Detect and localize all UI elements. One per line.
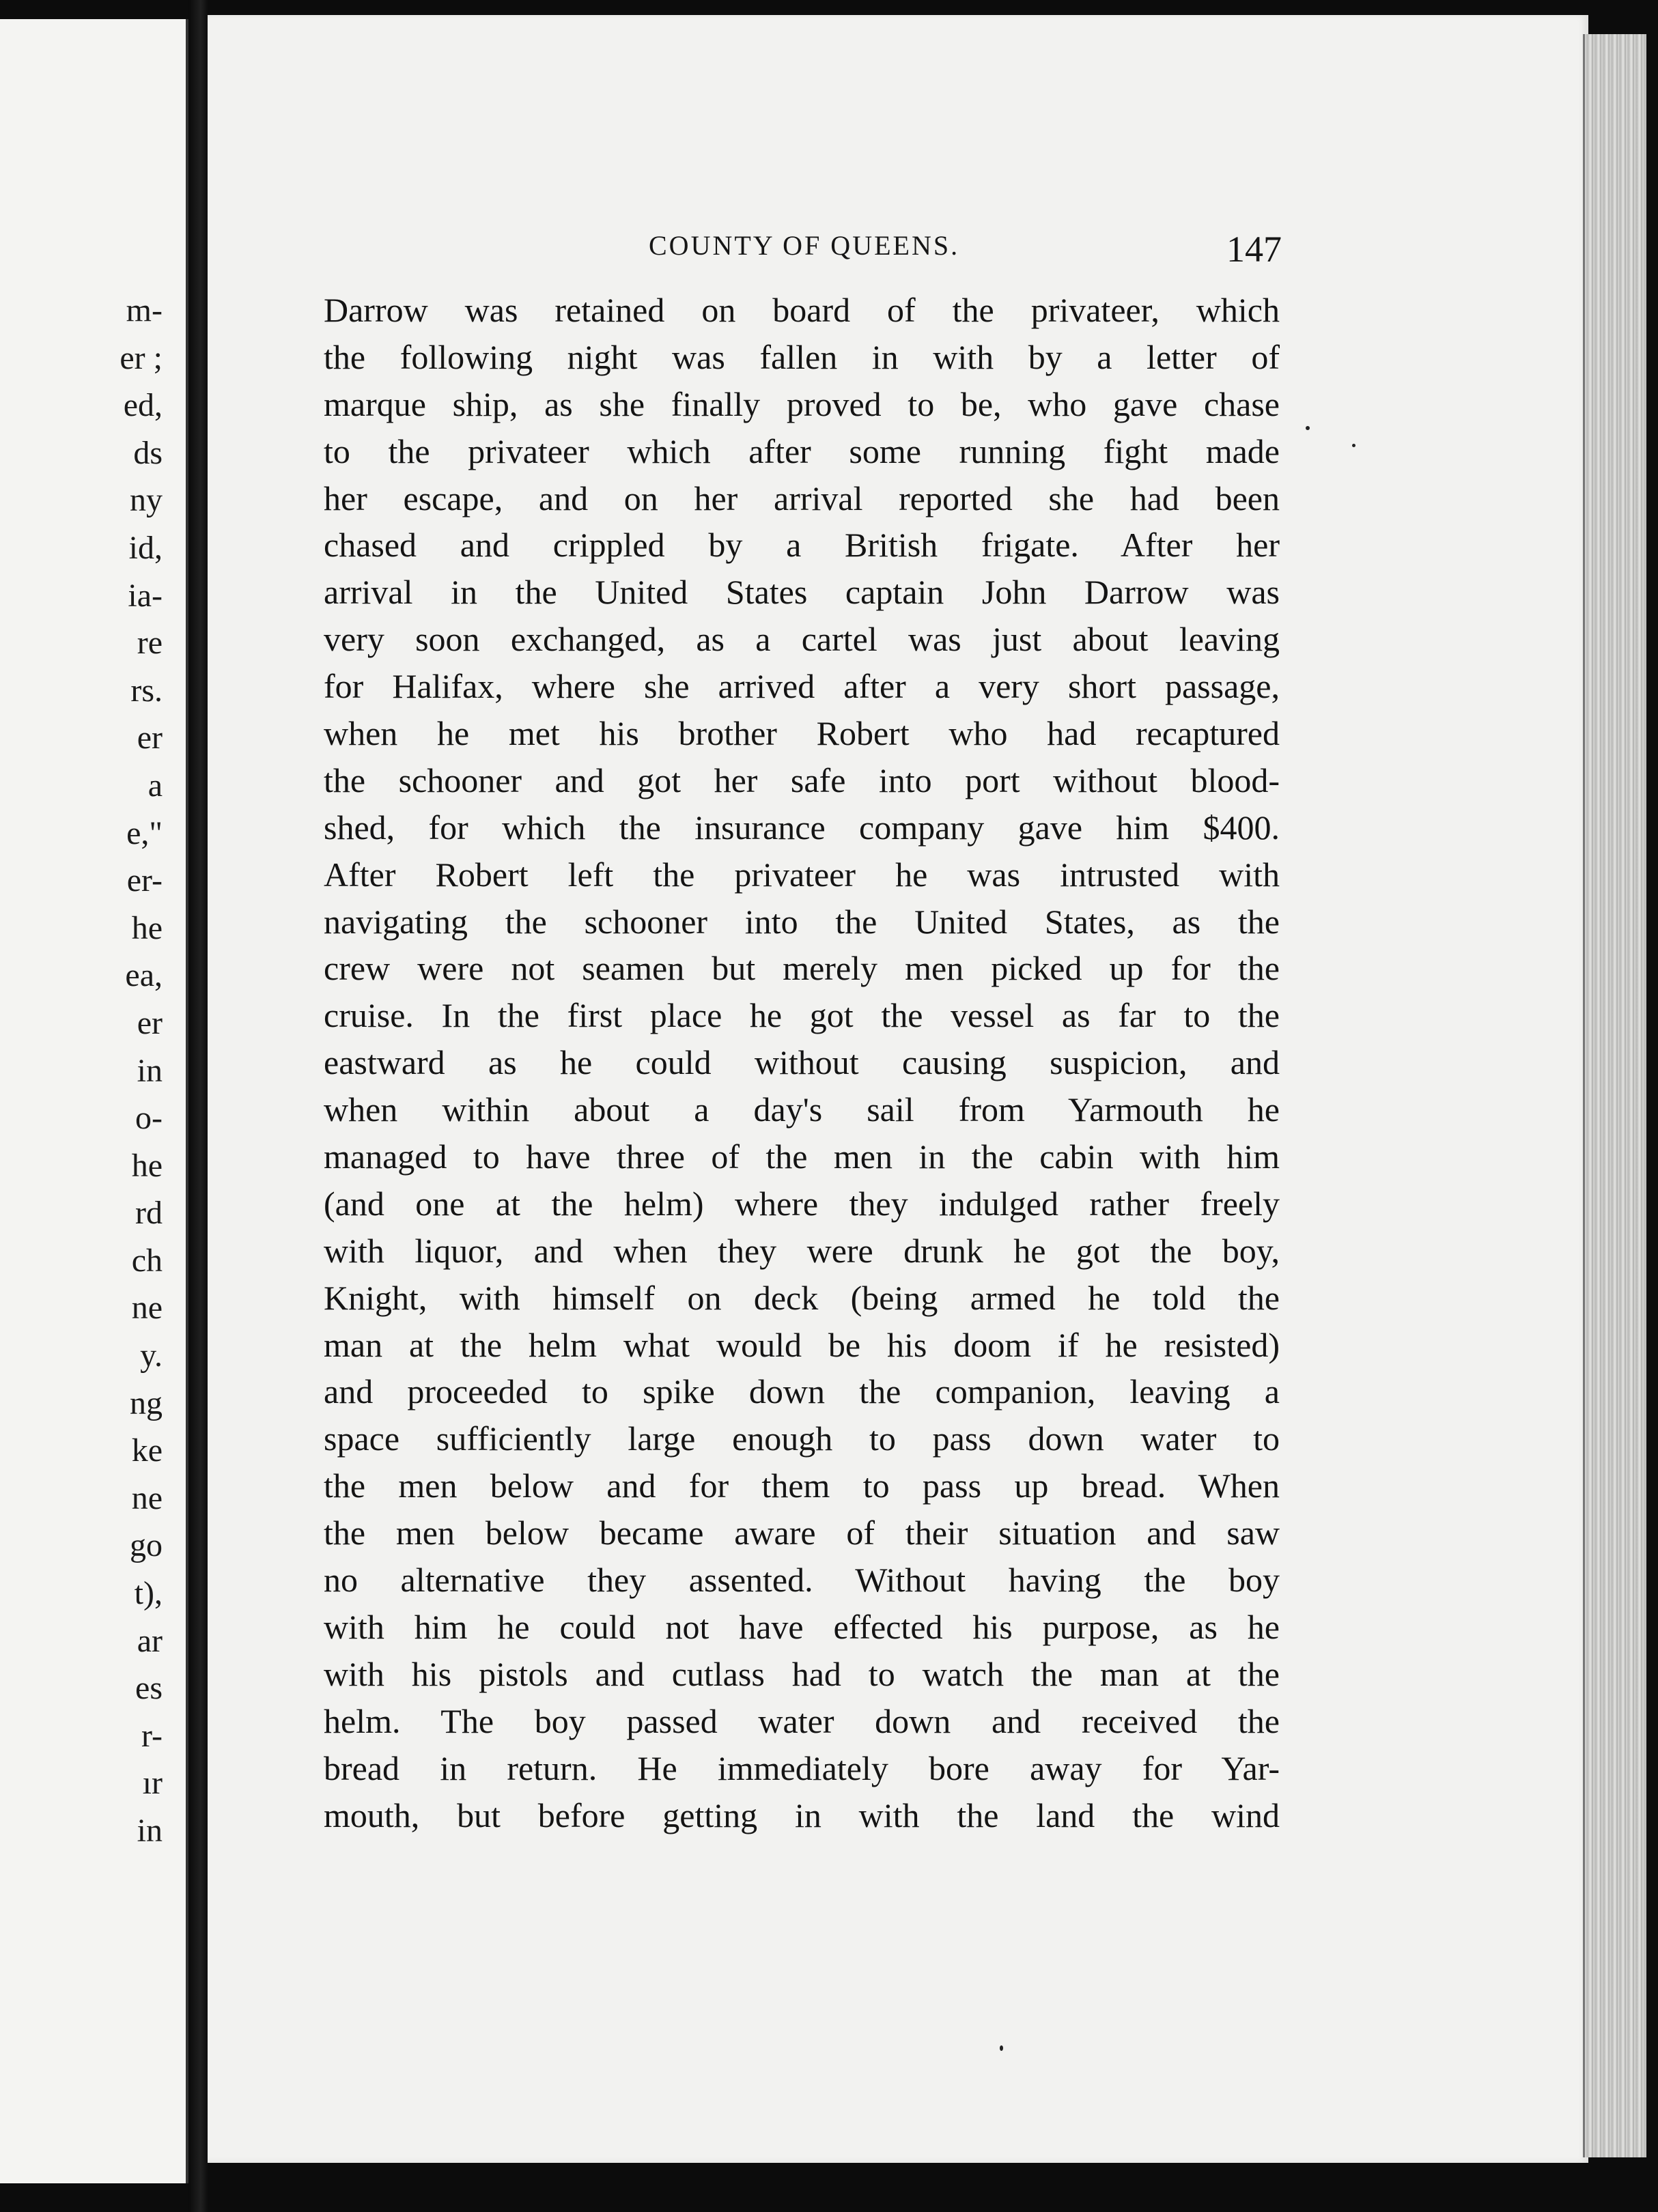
text-line: shed, for which the insurance company gave him $400. <box>324 808 1280 847</box>
text-line: After Robert left the privateer he was intrusted with <box>324 855 1280 894</box>
text-line: the men below became aware of their situation and saw <box>324 1514 1280 1552</box>
text-line: Knight, with himself on deck (being armed he told the <box>324 1278 1280 1317</box>
text-line: her escape, and on her arrival reported she had been <box>324 479 1280 517</box>
text-line: with liquor, and when they were drunk he got the boy, <box>324 1231 1280 1270</box>
text-line: the men below and for them to pass up bread. When <box>324 1466 1280 1505</box>
left-text-fragment: ia- <box>128 577 163 614</box>
left-text-fragment: r- <box>141 1717 163 1754</box>
text-line: the following night was fallen in with by a letter of <box>324 337 1280 376</box>
text-line: Darrow was retained on board of the privateer, which <box>324 291 1280 329</box>
text-line: the schooner and got her safe into port without blood- <box>324 761 1280 799</box>
left-text-fragment: go <box>130 1527 163 1564</box>
text-line: when within about a day's sail from Yarmouth he <box>324 1090 1280 1129</box>
book-gutter <box>188 0 209 2212</box>
body-text <box>324 287 1280 1839</box>
left-facing-page <box>0 19 188 2183</box>
text-line: mouth, but before getting in with the land the wind <box>324 1796 1280 1834</box>
text-line: crew were not seamen but merely men picked up for the <box>324 949 1280 988</box>
left-text-fragment: a <box>147 767 163 804</box>
left-text-fragment: y. <box>140 1337 163 1374</box>
left-text-fragment: er- <box>126 862 163 899</box>
dust-speck <box>1352 444 1355 447</box>
left-text-fragment: m- <box>126 292 163 328</box>
page-number: 147 <box>1226 229 1282 270</box>
text-line: marque ship, as she finally proved to be, who gave chase <box>324 384 1280 423</box>
text-line: managed to have three of the men in the cabin with him <box>324 1137 1280 1176</box>
text-line: helm. The boy passed water down and received the <box>324 1701 1280 1740</box>
text-line: with his pistols and cutlass had to watch the man at the <box>324 1654 1280 1693</box>
left-text-fragment: rs. <box>130 672 163 709</box>
left-text-fragment: es <box>135 1670 163 1707</box>
left-text-fragment: in <box>137 1813 163 1849</box>
text-line: and proceeded to spike down the companion, leaving a <box>324 1372 1280 1411</box>
left-text-fragment: ds <box>133 434 163 471</box>
left-text-fragment: re <box>137 625 163 662</box>
left-text-fragment: id, <box>128 529 163 566</box>
left-text-fragment: o- <box>135 1100 163 1137</box>
text-line: arrival in the United States captain John Darrow was <box>324 573 1280 612</box>
left-text-fragment: ng <box>130 1385 163 1421</box>
text-line: no alternative they assented. Without having the boy <box>324 1561 1280 1600</box>
left-text-fragment: ar <box>137 1622 163 1659</box>
left-text-fragment: ny <box>130 482 163 519</box>
left-text-fragment: er ; <box>120 339 163 376</box>
text-line: space sufficiently large enough to pass down water to <box>324 1419 1280 1458</box>
left-page-text-fragments <box>0 287 186 1855</box>
left-text-fragment: e," <box>126 814 163 851</box>
running-head: COUNTY OF QUEENS. <box>649 230 960 261</box>
left-text-fragment: ke <box>131 1432 163 1469</box>
text-line: man at the helm what would be his doom if he resisted) <box>324 1325 1280 1364</box>
left-text-fragment: ea, <box>125 957 163 994</box>
left-text-fragment: ed, <box>123 387 163 424</box>
dust-speck <box>1000 2045 1003 2051</box>
page-edges <box>1583 34 1646 2157</box>
text-line: cruise. In the first place he got the vessel as far to the <box>324 996 1280 1035</box>
text-line: when he met his brother Robert who had recaptured <box>324 714 1280 753</box>
left-text-fragment: er <box>137 720 163 756</box>
left-text-fragment: in <box>137 1052 163 1089</box>
left-text-fragment: t), <box>134 1575 163 1612</box>
left-text-fragment: he <box>131 909 163 946</box>
left-text-fragment: ır <box>142 1765 163 1802</box>
left-text-fragment: ne <box>131 1479 163 1516</box>
text-line: to the privateer which after some running fight made <box>324 431 1280 470</box>
left-text-fragment: rd <box>135 1195 163 1232</box>
text-line: bread in return. He immediately bore away for Yar- <box>324 1748 1280 1787</box>
left-text-fragment: ne <box>131 1290 163 1327</box>
text-line: for Halifax, where she arrived after a very short passage, <box>324 667 1280 706</box>
text-line: eastward as he could without causing suspicion, and <box>324 1043 1280 1082</box>
text-line: (and one at the helm) where they indulged rather freely <box>324 1184 1280 1223</box>
left-text-fragment: ch <box>131 1242 163 1279</box>
text-line: with him he could not have effected his purpose, as he <box>324 1607 1280 1646</box>
text-line: navigating the schooner into the United States, as the <box>324 902 1280 941</box>
left-text-fragment: er <box>137 1004 163 1041</box>
left-text-fragment: he <box>131 1147 163 1184</box>
text-line: very soon exchanged, as a cartel was just about leaving <box>324 620 1280 659</box>
text-line: chased and crippled by a British frigate. After her <box>324 526 1280 565</box>
dust-speck <box>1306 426 1310 430</box>
